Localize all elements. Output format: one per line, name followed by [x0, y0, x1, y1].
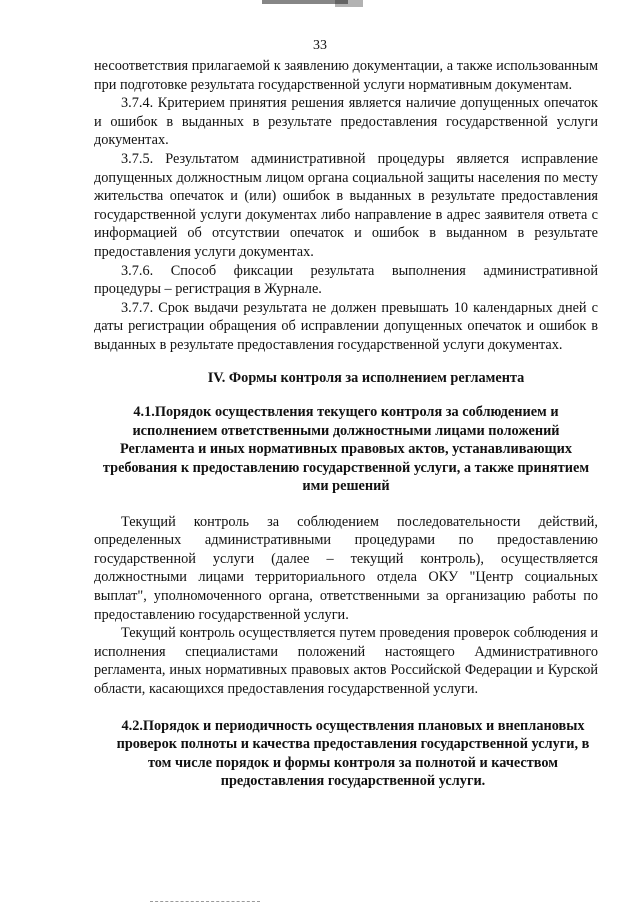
paragraph-control-checks: Текущий контроль осуществляется путем проведения проверок соблюдения и исполнения специалистами положений настоящего Административного регламента, иных нормативных правовых актов Российской Федерации и Курской области, касающихся предоставления государственной услуги.: [94, 625, 598, 697]
paragraph-current-control: Текущий контроль за соблюдением последовательности действий, определенных административными процедурами по предоставлению государственной услуги (далее – текущий контроль), осуществляется должностными лицами территориального отдела ОКУ "Центр социальных выплат", уполномоченного органа, ответственными за организацию работы по предоставлению государственной услуги.: [94, 513, 598, 623]
paragraph-3-7-5: 3.7.5. Результатом административной процедуры является исправление допущенных должностным лицом органа социальной защиты населения по месту жительства опечаток и (или) ошибок в выданных в результате предоставления государственной услуги документах либо направление в адрес заявителя ответа с информацией об отсутствии опечаток и ошибок в выданном в результате предоставления услуги документах.: [94, 150, 598, 260]
subsection-title-4-1: 4.1.Порядок осуществления текущего контроля за соблюдением и исполнением ответственными должностными лицами положений Регламента и иных нормативных правовых актов, устанавливающих требования к предоставлению государственной услуги, а также принятием ими решений: [102, 404, 590, 495]
paragraph-3-7-7: 3.7.7. Срок выдачи результата не должен превышать 10 календарных дней с даты регистрации обращения об исправлении допущенных опечаток и ошибок в выданных в результате предоставления государственной услуги документах.: [94, 299, 598, 353]
paragraph-3-7-6: 3.7.6. Способ фиксации результата выполнения административной процедуры – регистрация в Журнале.: [94, 262, 598, 298]
paragraph-3-7-4: 3.7.4. Критерием принятия решения является наличие допущенных опечаток и ошибок в выданных в результате предоставления государственной услуги документах.: [94, 95, 598, 149]
page-number: 33: [313, 38, 327, 53]
subsection-title-4-2: 4.2.Порядок и периодичность осуществления плановых и внеплановых проверок полноты и качества предоставления государственной услуги, в том числе порядок и формы контроля за полнотой и качеством предоставления государственной услуги.: [116, 717, 590, 790]
document-body: [94, 57, 598, 791]
section-title-iv: IV. Формы контроля за исполнением регламента: [207, 369, 525, 386]
paragraph-continuation: несоответствия прилагаемой к заявлению документации, а также использованным при подготовке результата государственной услуги нормативным документам.: [94, 58, 598, 93]
scan-artifact-top-small: [335, 0, 363, 7]
scan-artifact-bottom: [150, 901, 260, 903]
